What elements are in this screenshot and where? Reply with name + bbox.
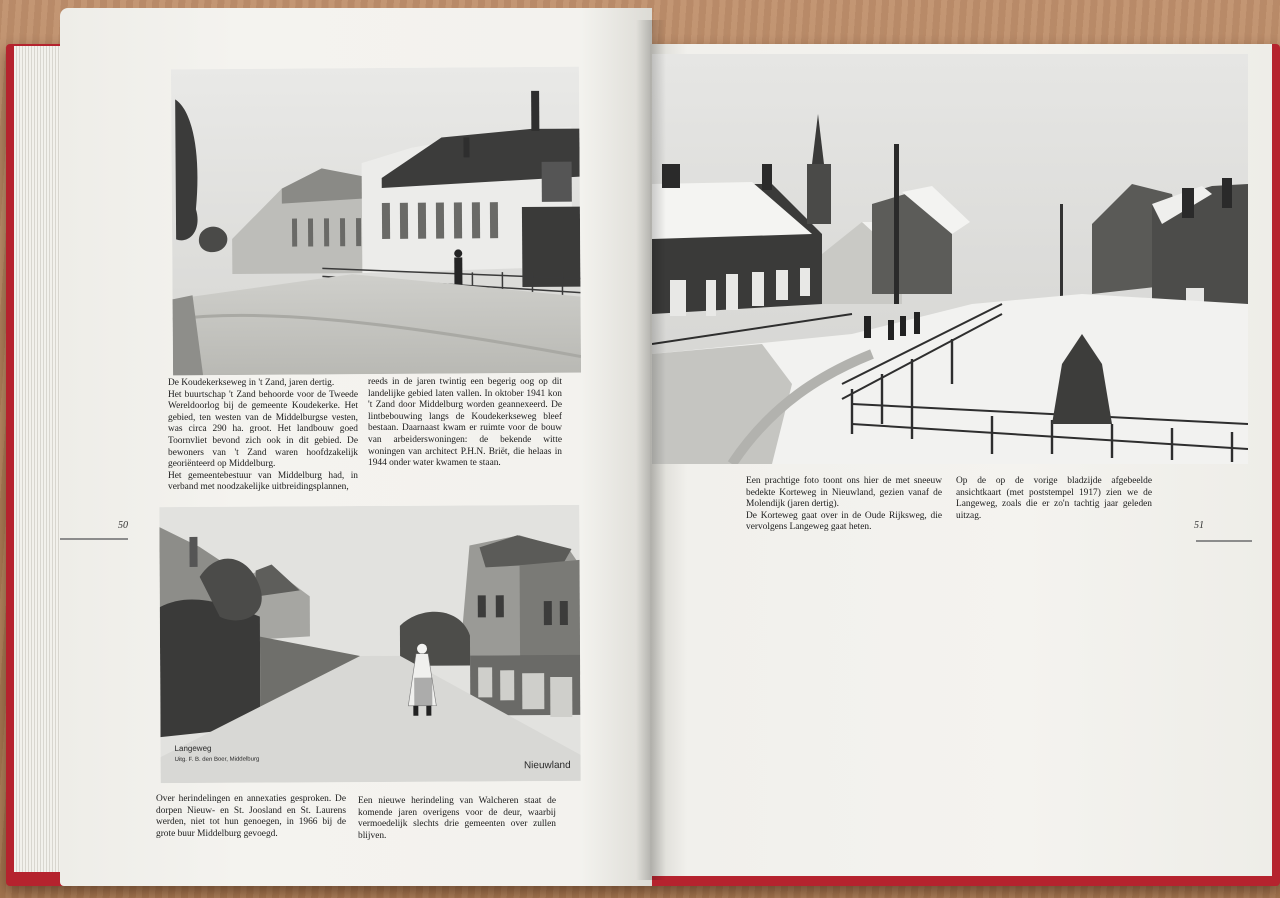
postcard-place: Nieuwland bbox=[523, 759, 571, 772]
book-gutter bbox=[636, 20, 666, 880]
left-page bbox=[60, 8, 652, 886]
caption-bottom-right: Een nieuwe herindeling van Walcheren staat de komende jaren overigens voor de deur, waarbij vermoedelijk slechts drie gemeenten over zullen blijven. bbox=[358, 796, 556, 841]
page-edges bbox=[14, 46, 64, 872]
right-page bbox=[650, 44, 1272, 876]
postcard-title: Langeweg bbox=[174, 743, 212, 754]
page-number-left: 50 bbox=[118, 520, 128, 531]
caption-snow-left: Een prachtige foto toont ons hier de met sneeuw bedekte Korteweg in Nieuwland, gezien vanaf de Molendijk (jaren dertig). De Korteweg gaat over in de Oude Rijksweg, die vervolgens Langeweg gaat heten. bbox=[746, 476, 942, 533]
page-number-rule-right bbox=[1196, 540, 1252, 542]
caption-snow-right: Op de op de vorige bladzijde afgebeelde ansichtkaart (met poststempel 1917) zien we de Langeweg, zoals die er zo'n tachtig jaar geleden uitzag. bbox=[956, 476, 1152, 521]
page-number-rule-left bbox=[60, 538, 128, 540]
street-photo-koudekerkseweg bbox=[171, 67, 581, 376]
caption-top-left: De Koudekerkseweg in 't Zand, jaren dertig. Het buurtschap 't Zand behoorde voor de Tweede Wereldoorlog bij de gemeente Koudekerke. Het gebied, ten westen van de Middelburgse vesten, was circa 290 ha. groot. Het landbouw goed Toornvliet bevond zich ook in dit gebied. De bewoners van 't Zand waren hoofdzakelijk georiënteerd op Middelburg. Het gemeentebestuur van Middelburg had, in verband met noodzakelijke uitbreidingsplannen, bbox=[168, 378, 358, 493]
snow-photo-korteweg bbox=[652, 54, 1248, 464]
caption-bottom-left: Over herindelingen en annexaties gesproken. De dorpen Nieuw- en St. Joosland en St. Laurens werden, niet tot hun genoegen, in 1966 bij de grote buur Middelburg gevoegd. bbox=[156, 794, 346, 839]
postcard-publisher: Uitg. F. B. den Boer, Middelburg bbox=[174, 756, 260, 764]
caption-top-right: reeds in de jaren twintig een begerig oog op dit landelijke gebied laten vallen. In oktober 1941 kon 't Zand door Middelburg worden geannexeerd. De lintbebouwing langs de Koudekerkseweg bleef bestaan. Daarnaast kwam er ruimte voor de bouw van arbeiderswoningen: de bekende witte woningen van architect P.H.N. Briët, die helaas in 1944 onder water kwamen te staan. bbox=[368, 377, 562, 469]
postcard-photo-langeweg bbox=[159, 505, 580, 783]
page-number-right: 51 bbox=[1194, 520, 1204, 531]
